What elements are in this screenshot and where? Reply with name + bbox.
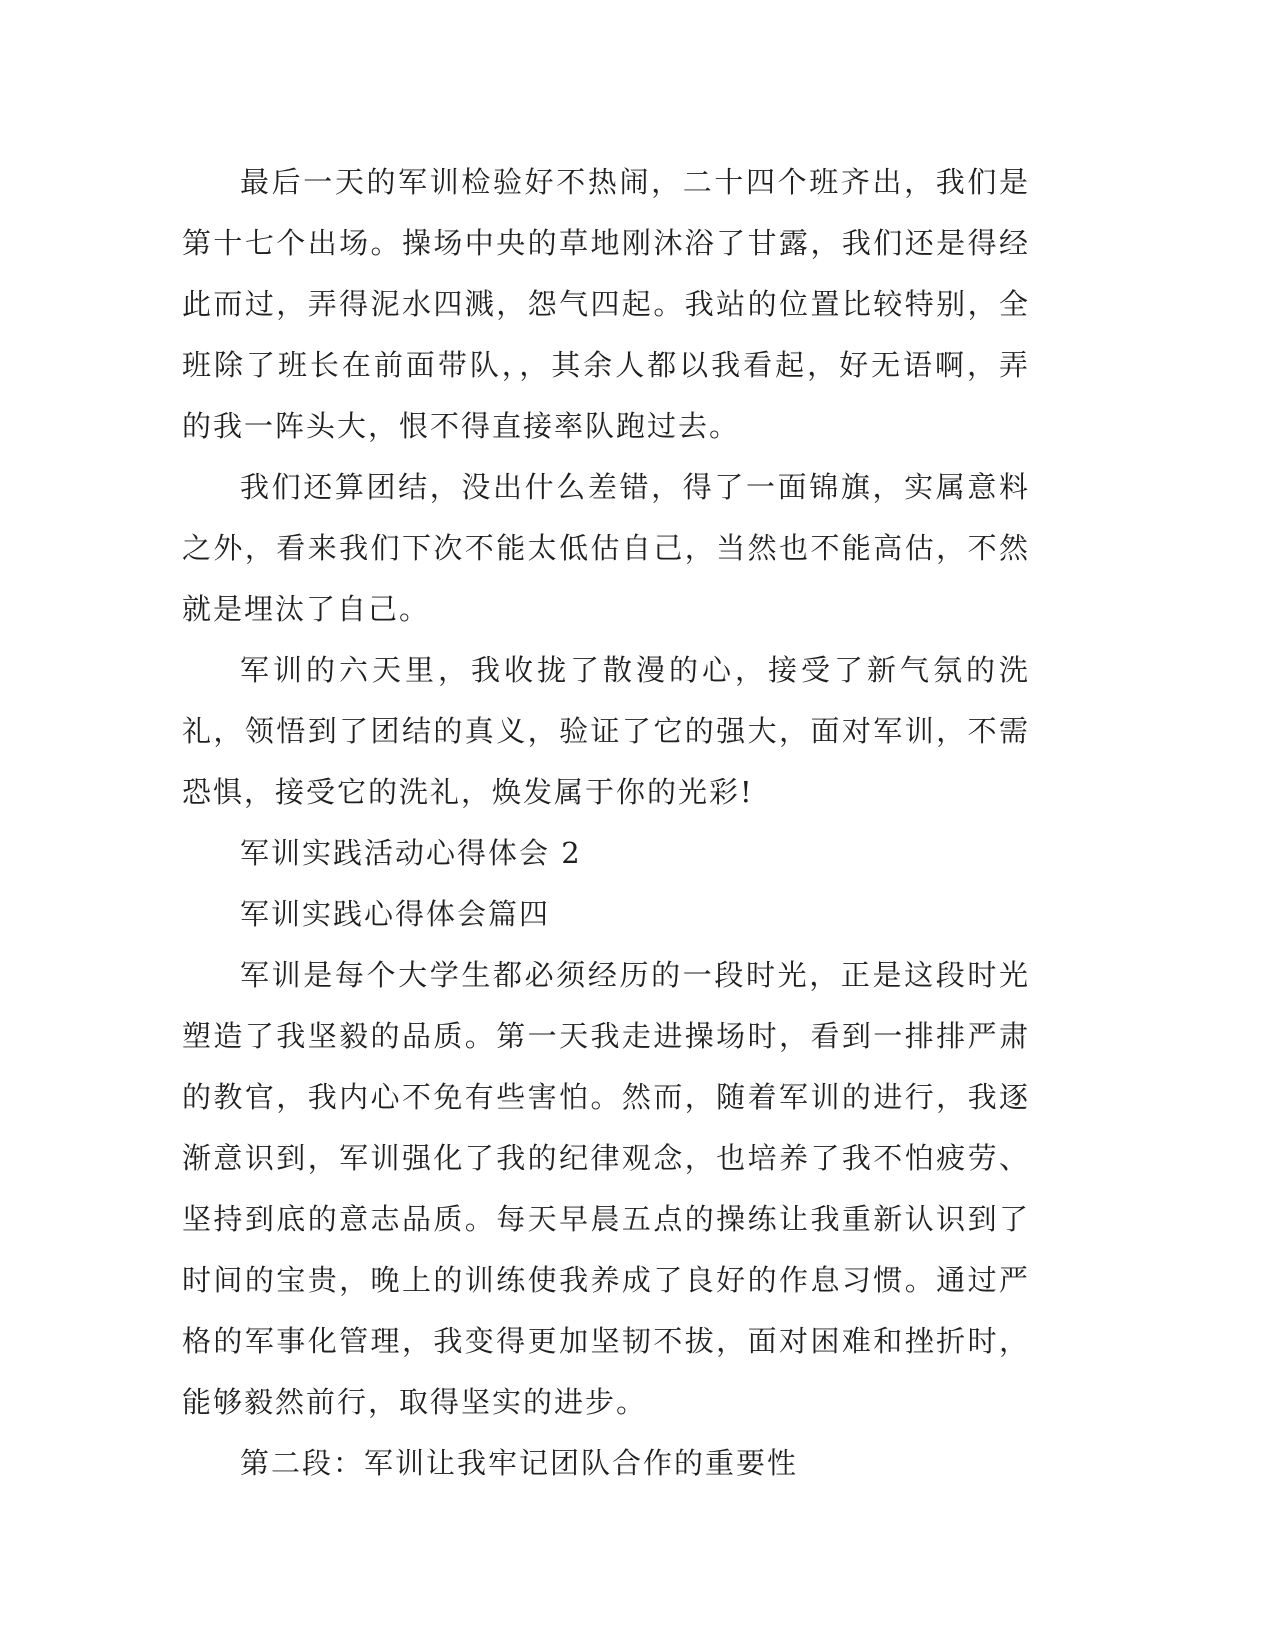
paragraph-final-day-inspection: 最后一天的军训检验好不热闹，二十四个班齐出，我们是第十七个出场。操场中央的草地刚沐浴了甘露，我们还是得经此而过，弄得泥水四溅，怨气四起。我站的位置比较特别，全班除了班长在前面带队，，其余人都以我看起，好无语啊，弄的我一阵头大，恨不得直接率队跑过去。 bbox=[182, 165, 1030, 443]
paragraph-six-days-reflection: 军训的六天里，我收拢了散漫的心，接受了新气氛的洗礼，领悟到了团结的真义，验证了它的强大，面对军训，不需恐惧，接受它的洗礼，焕发属于你的光彩! bbox=[182, 653, 1030, 809]
paragraph-military-training-character: 军训是每个大学生都必须经历的一段时光，正是这段时光塑造了我坚毅的品质。第一天我走进操场时，看到一排排严肃的教官，我内心不免有些害怕。然而，随着军训的进行，我逐渐意识到，军训强化了我的纪律观念，也培养了我不怕疲劳、坚持到底的意志品质。每天早晨五点的操练让我重新认识到了时间的宝贵，晚上的训练使我养成了良好的作息习惯。通过严格的军事化管理，我变得更加坚韧不拔，面对困难和挫折时，能够毅然前行，取得坚实的进步。 bbox=[182, 958, 1030, 1419]
section-heading-teamwork: 第二段：军训让我牢记团队合作的重要性 bbox=[240, 1446, 799, 1480]
section-heading-part-4: 军训实践心得体会篇四 bbox=[240, 897, 551, 931]
section-heading-part-2: 军训实践活动心得体会 2 bbox=[240, 836, 582, 870]
paragraph-team-banner: 我们还算团结，没出什么差错，得了一面锦旗，实属意料之外，看来我们下次不能太低估自己，当然也不能高估，不然就是埋汰了自己。 bbox=[182, 470, 1030, 626]
document-body bbox=[182, 152, 1030, 1494]
